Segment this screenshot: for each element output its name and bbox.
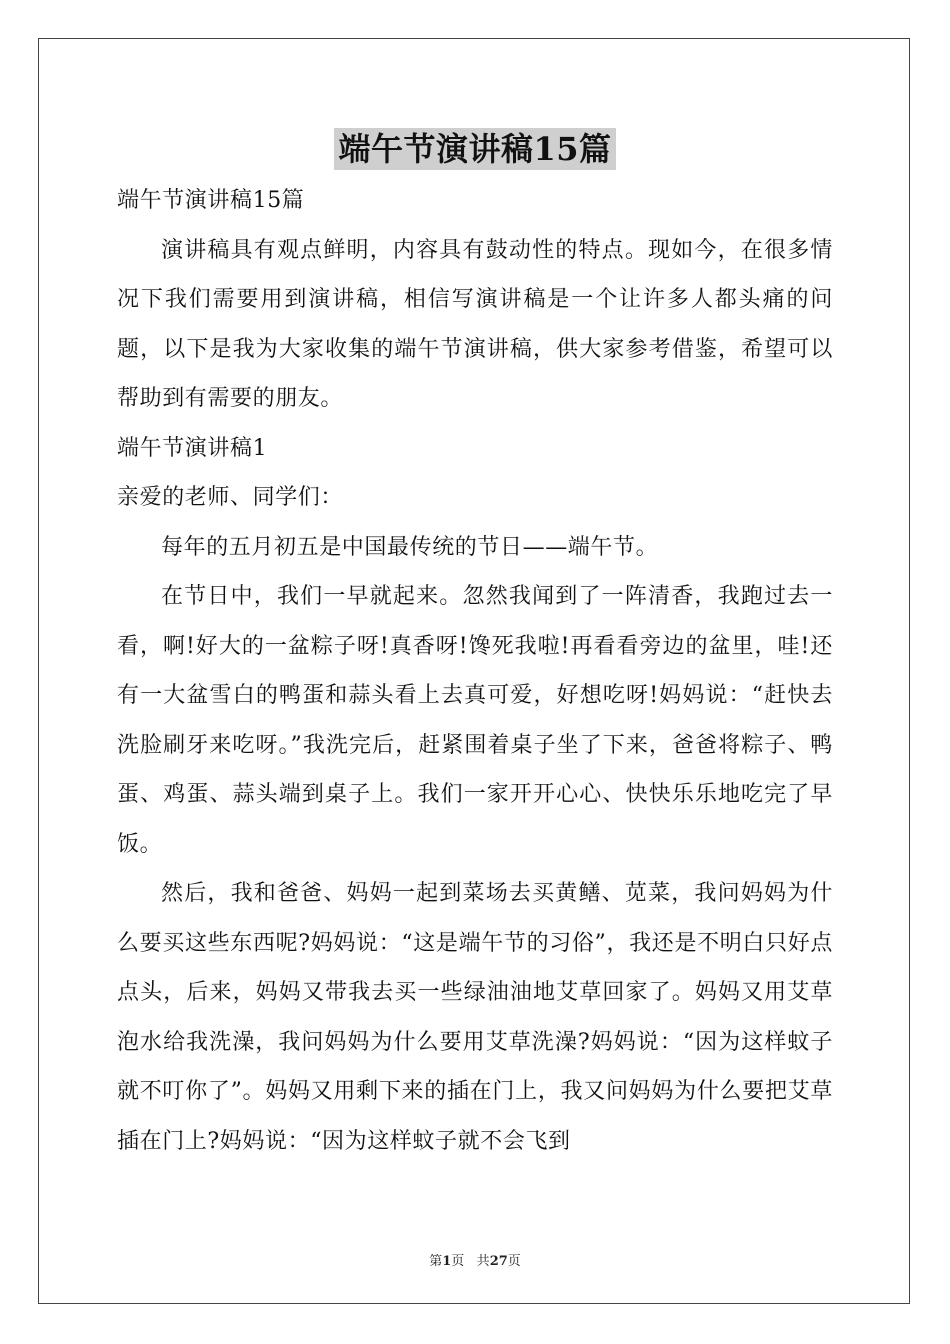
footer-total-pages: 27 <box>489 1254 508 1269</box>
paragraph-body-2: 在节日中，我们一早就起来。忽然我闻到了一阵清香，我跑过去一看，啊!好大的一盆粽子呀!真香呀!馋死我啦!再看看旁边的盆里，哇!还有一大盆雪白的鸭蛋和蒜头看上去真可爱，好想吃呀!妈妈说：“赶快去洗脸刷牙来吃呀。”我洗完后，赶紧围着桌子坐了下来，爸爸将粽子、鸭蛋、鸡蛋、蒜头端到桌子上。我们一家开开心心、快快乐乐地吃完了早饭。 <box>117 584 833 857</box>
footer-page-prefix: 第 <box>429 1254 443 1269</box>
paragraph-body-1: 每年的五月初五是中国最传统的节日——端午节。 <box>161 534 659 560</box>
footer-total-suffix: 页 <box>507 1254 521 1269</box>
paragraph-section-heading: 端午节演讲稿1 <box>117 435 268 461</box>
page-footer <box>0 1250 950 1269</box>
paragraph-subtitle: 端午节演讲稿15篇 <box>117 188 305 213</box>
paragraph-greeting: 亲爱的老师、同学们： <box>117 485 344 510</box>
footer-gap <box>464 1254 476 1269</box>
document-body <box>117 176 833 1166</box>
paragraph-intro: 演讲稿具有观点鲜明，内容具有鼓动性的特点。现如今，在很多情况下我们需要用到演讲稿，相信写演讲稿是一个让许多人都头痛的问题，以下是我为大家收集的端午节演讲稿，供大家参考借鉴，希望可以帮助到有需要的朋友。 <box>117 237 833 411</box>
footer-total-prefix: 共 <box>476 1254 490 1269</box>
title-container <box>0 128 950 170</box>
document-title: 端午节演讲稿15篇 <box>334 128 615 170</box>
footer-page-number: 1 <box>442 1254 452 1269</box>
paragraph-body-3: 然后，我和爸爸、妈妈一起到菜场去买黄鳝、苋菜，我问妈妈为什么要买这些东西呢?妈妈说：“这是端午节的习俗”，我还是不明白只好点点头，后来，妈妈又带我去买一些绿油油地艾草回家了。妈妈又用艾草泡水给我洗澡，我问妈妈为什么要用艾草洗澡?妈妈说：“因为这样蚊子就不叮你了”。妈妈又用剩下来的插在门上，我又问妈妈为什么要把艾草插在门上?妈妈说：“因为这样蚊子就不会飞到 <box>117 881 833 1154</box>
footer-page-suffix: 页 <box>451 1254 465 1269</box>
